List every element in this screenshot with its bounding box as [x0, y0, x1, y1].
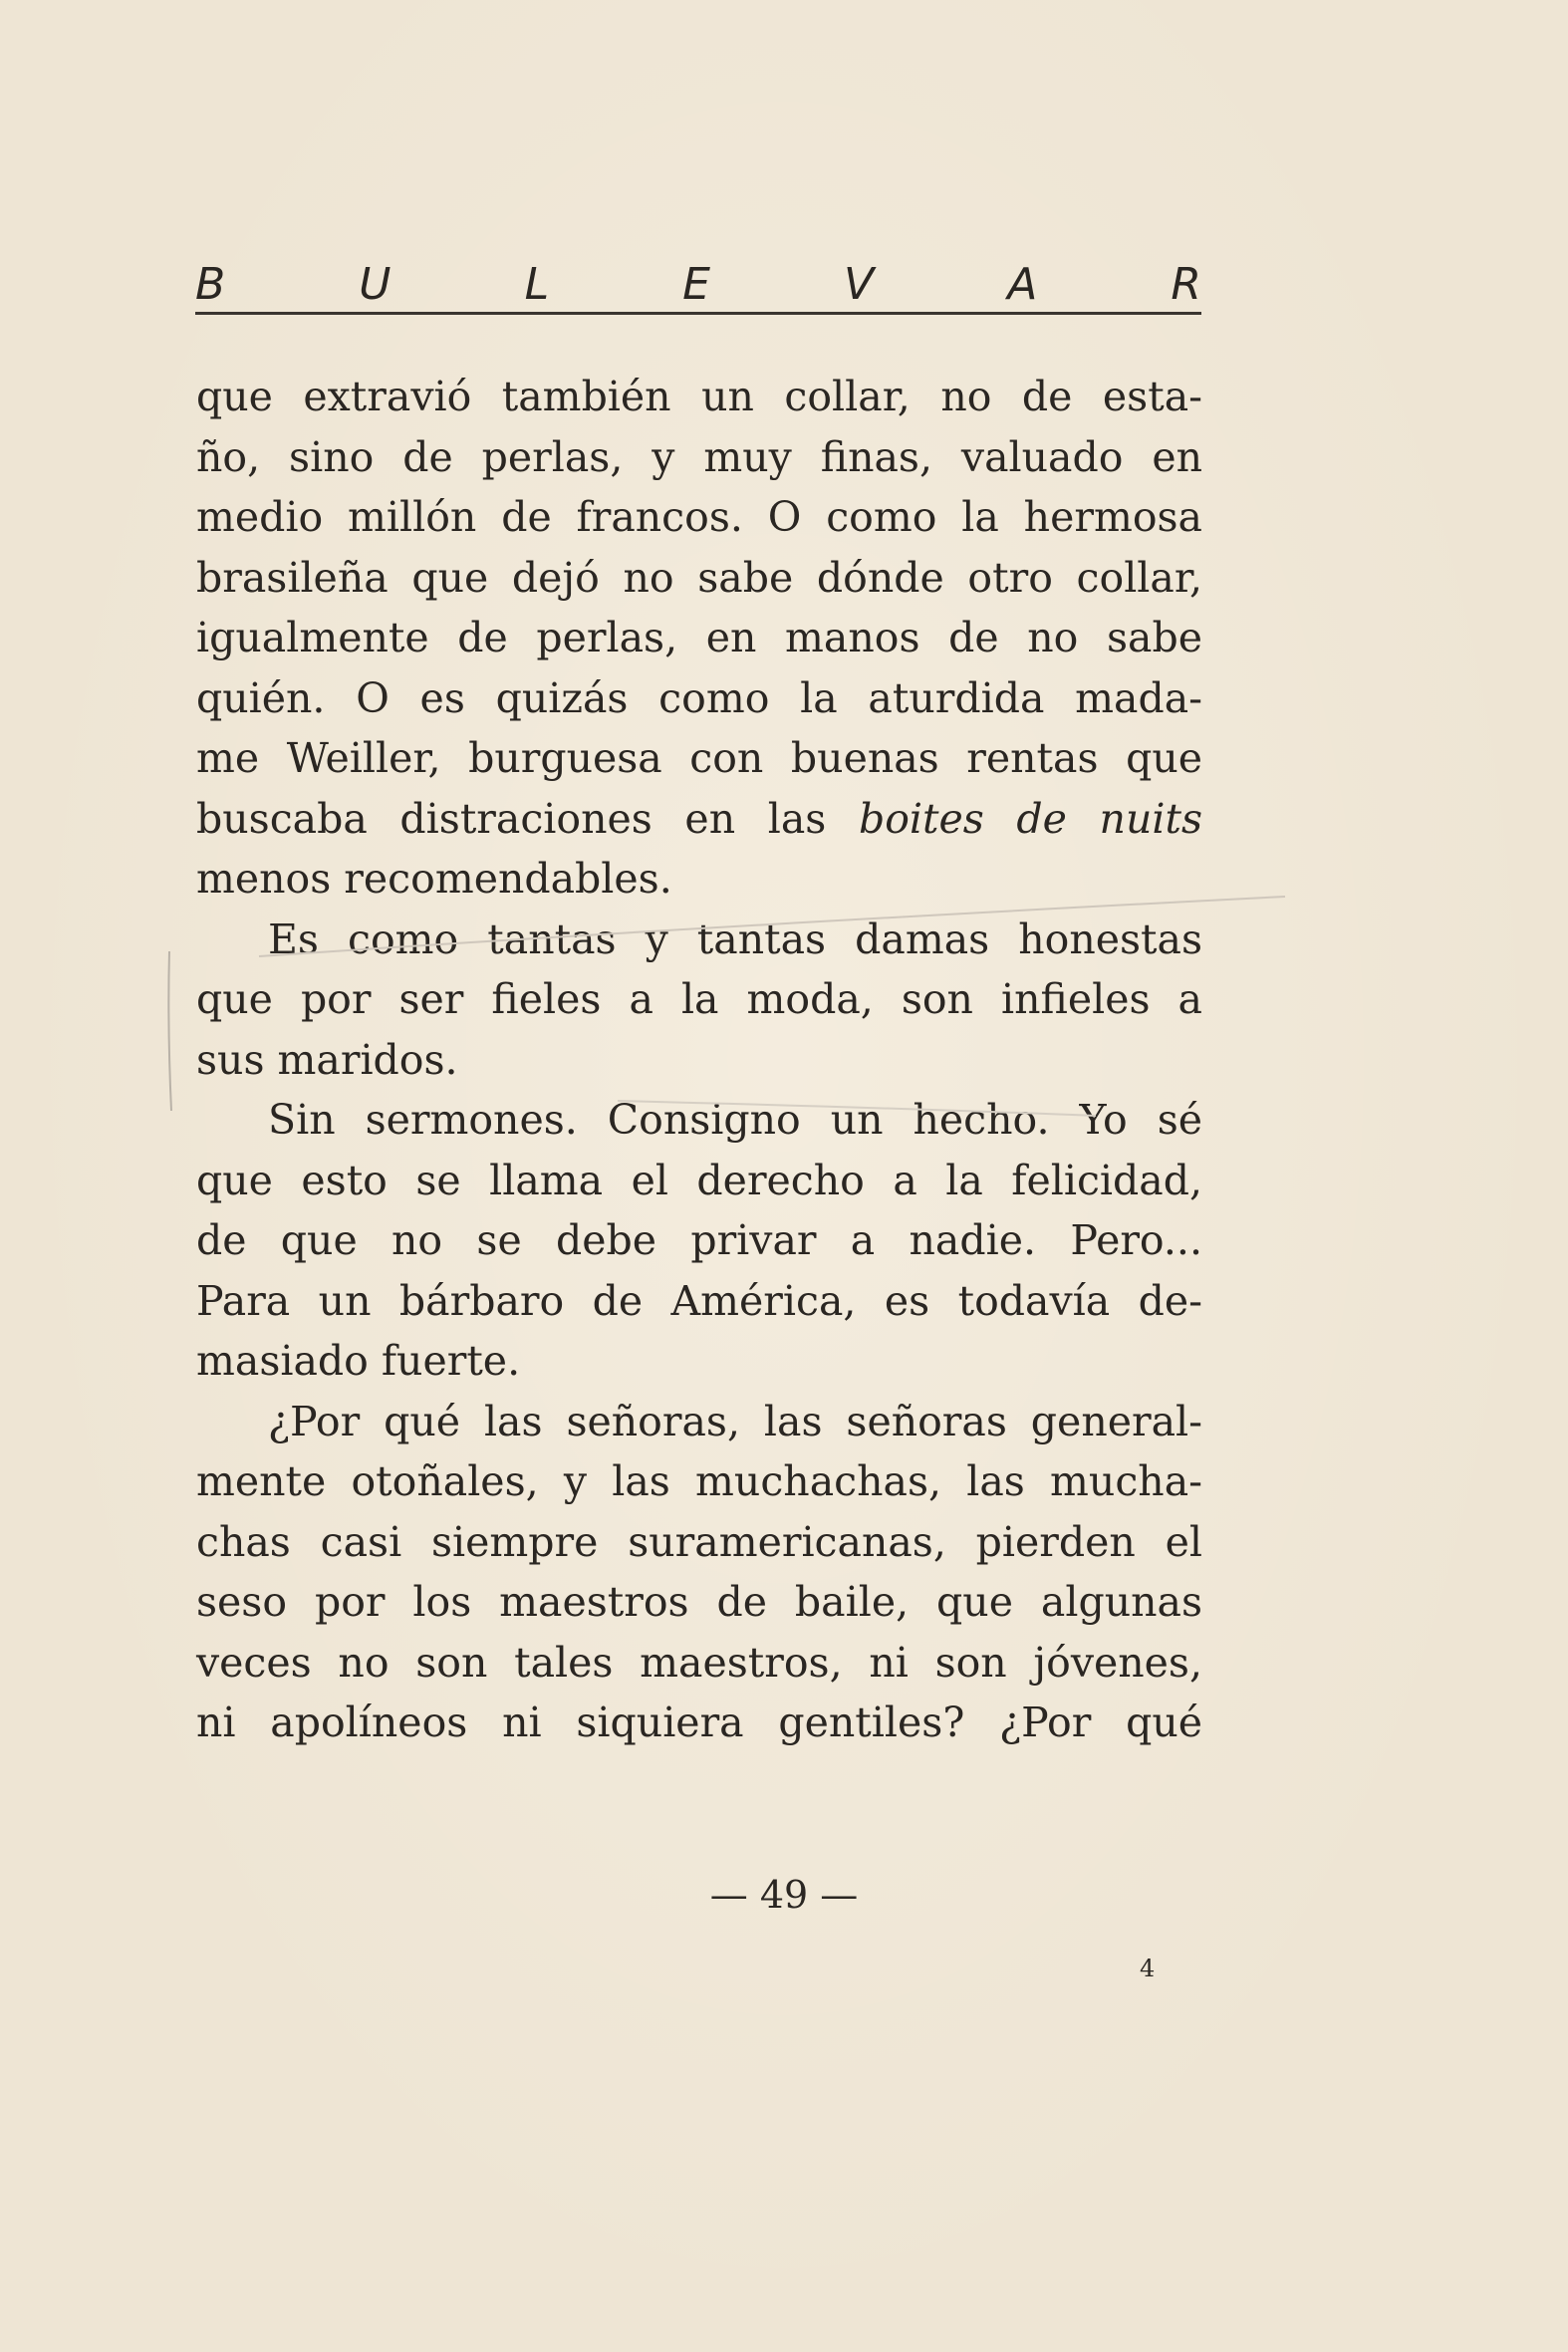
paragraph-first-line: Es como tantas y tantas damas honestas: [268, 915, 1202, 963]
header-letter: V: [844, 259, 875, 310]
text-fragment: ¿Por qué: [999, 1699, 1202, 1746]
pencil-bracket: [168, 951, 171, 1111]
text-line-with-italic: [196, 789, 1202, 850]
text-line: chas casi siempre suramericanas, pierden el: [196, 1517, 1202, 1566]
italic-phrase: boites de nuits: [858, 794, 1202, 843]
text-line: Para un bárbaro de América, es todavía de-: [196, 1276, 1202, 1325]
header-letter: A: [1007, 259, 1038, 310]
text-line: masiado fuerte.: [196, 1337, 521, 1385]
text-line: menos recomendables.: [196, 855, 672, 903]
text-line: sus maridos.: [196, 1035, 458, 1084]
text-fragment: ni apolíneos ni siquiera gentiles?: [196, 1699, 965, 1746]
header-letter: R: [1171, 259, 1201, 310]
paragraph-first-line: Sin sermones. Consigno un hecho. Yo sé: [268, 1096, 1202, 1144]
text-line: mente otoñales, y las muchachas, las mucha-: [196, 1457, 1202, 1505]
text-line: de que no se debe privar a nadie. Pero...: [196, 1216, 1202, 1264]
header-letter: U: [359, 259, 392, 310]
running-header: [195, 247, 1201, 310]
text-line: brasileña que dejó no sabe dónde otro collar,: [196, 553, 1202, 602]
text-line: que extravió también un collar, no de esta-: [196, 373, 1202, 420]
text-line: quién. O es quizás como la aturdida mada-: [196, 673, 1202, 722]
text-line: me Weiller, burguesa con buenas rentas que: [196, 734, 1202, 782]
signature-mark: 4: [1140, 1955, 1156, 1982]
header-rule: [195, 312, 1201, 315]
text-line: seso por los maestros de baile, que algunas: [196, 1578, 1202, 1626]
text-line: medio millón de francos. O como la hermosa: [196, 493, 1202, 541]
body-text: [196, 367, 1202, 1753]
header-letter: B: [195, 259, 226, 310]
page-number: — 49 —: [709, 1873, 859, 1917]
text-line: veces no son tales maestros, ni son jóvenes,: [196, 1638, 1202, 1687]
paragraph-first-line: ¿Por qué las señoras, las señoras general-: [268, 1397, 1202, 1445]
text-line: que esto se llama el derecho a la felicidad,: [196, 1156, 1202, 1204]
text-line: igualmente de perlas, en manos de no sabe: [196, 614, 1202, 661]
header-letter: L: [524, 259, 550, 310]
text-line: ño, sino de perlas, y muy finas, valuado en: [196, 432, 1202, 481]
text-line: que por ser fieles a la moda, son infieles a: [196, 975, 1202, 1023]
text-fragment: buscaba distraciones en las: [196, 794, 827, 843]
text-line-split: [196, 1693, 1202, 1753]
header-letter: E: [682, 259, 710, 310]
